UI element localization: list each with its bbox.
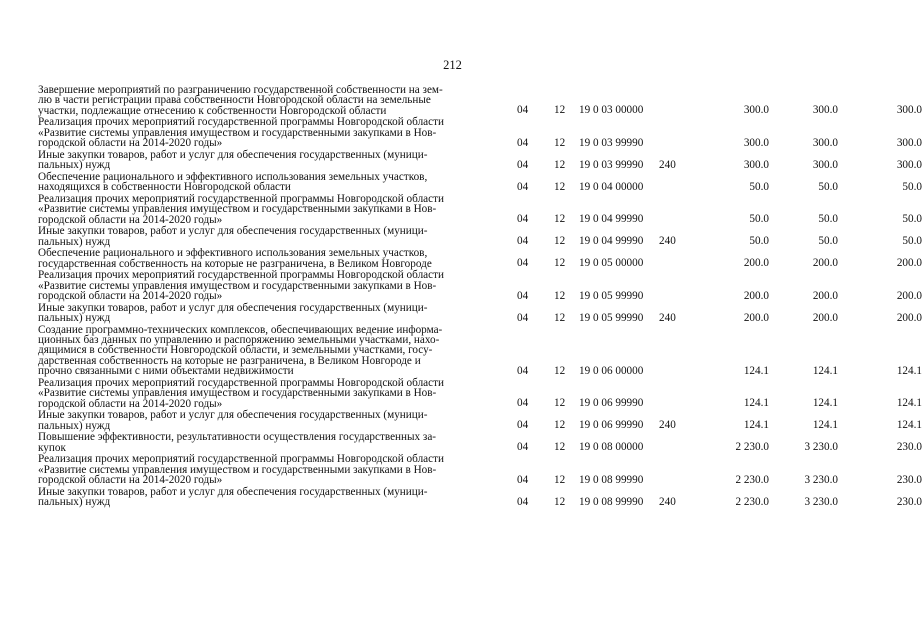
row-description-line: «Развитие системы управления имуществом и государственными закупками в Нов- [38, 203, 437, 216]
row-description-line: городской области на 2014-2020 годы» [38, 137, 223, 150]
table-row [38, 248, 922, 270]
table-row [38, 454, 922, 486]
row-description [38, 325, 517, 378]
subsection-code: 12 [554, 364, 566, 377]
target-article-code: 19 0 05 99990 [579, 311, 644, 324]
amount-year-1: 124.1 [743, 397, 769, 410]
row-description-line: Иные закупки товаров, работ и услуг для обеспечения государственных (муници- [38, 301, 428, 314]
row-description [38, 150, 517, 172]
row-description [38, 487, 517, 509]
row-description-line: прочно связанными с ними объектами недвижимости [38, 365, 294, 378]
target-article-code: 19 0 05 99990 [579, 289, 644, 302]
section-code: 04 [517, 419, 529, 432]
table-row [38, 325, 922, 378]
expense-type-code [659, 85, 699, 117]
amount-year-2: 50.0 [818, 235, 838, 248]
target-article-code: 19 0 06 99990 [579, 397, 644, 410]
subsection-code: 12 [554, 495, 566, 508]
row-description [38, 454, 517, 486]
amount-year-3: 230.0 [896, 473, 922, 486]
expense-type-code [659, 270, 699, 302]
target-article-code: 19 0 05 00000 [579, 257, 644, 270]
row-description-line: Реализация прочих мероприятий государственной программы Новгородской области [38, 192, 444, 205]
amount-year-1: 300.0 [743, 136, 769, 149]
amount-year-2: 3 230.0 [804, 441, 838, 454]
amount-year-1: 300.0 [743, 158, 769, 171]
amount-year-2: 124.1 [812, 364, 838, 377]
row-description-line: городской области на 2014-2020 годы» [38, 474, 223, 487]
expense-type-code: 240 [659, 158, 676, 171]
amount-year-1: 124.1 [743, 419, 769, 432]
target-article-code: 19 0 06 99990 [579, 419, 644, 432]
amount-year-3: 230.0 [896, 495, 922, 508]
row-description-line: Обеспечение рационального и эффективного использования земельных участков, [38, 247, 428, 260]
row-description-line: «Развитие системы управления имуществом и государственными закупками в Нов- [38, 387, 437, 400]
amount-year-2: 300.0 [812, 136, 838, 149]
row-description-line: Реализация прочих мероприятий государственной программы Новгородской области [38, 116, 444, 129]
row-description-line: «Развитие системы управления имуществом и государственными закупками в Нов- [38, 126, 437, 139]
subsection-code: 12 [554, 213, 566, 226]
expense-type-code: 240 [659, 495, 676, 508]
amount-year-1: 124.1 [743, 364, 769, 377]
subsection-code: 12 [554, 235, 566, 248]
row-description-line: купок [38, 441, 66, 454]
row-description-line: «Развитие системы управления имуществом и государственными закупками в Нов- [38, 463, 437, 476]
target-article-code: 19 0 04 99990 [579, 213, 644, 226]
row-description [38, 172, 517, 194]
subsection-code: 12 [554, 158, 566, 171]
amount-year-1: 50.0 [749, 213, 769, 226]
row-description-line: пальных) нужд [38, 419, 111, 432]
row-description-line: Иные закупки товаров, работ и услуг для обеспечения государственных (муници- [38, 225, 428, 238]
row-description-line: Иные закупки товаров, работ и услуг для обеспечения государственных (муници- [38, 485, 428, 498]
row-description [38, 226, 517, 248]
row-description-line: Иные закупки товаров, работ и услуг для обеспечения государственных (муници- [38, 148, 428, 161]
amount-year-3: 300.0 [896, 136, 922, 149]
section-code: 04 [517, 235, 529, 248]
section-code: 04 [517, 364, 529, 377]
row-description-line: Реализация прочих мероприятий государственной программы Новгородской области [38, 376, 444, 389]
section-code: 04 [517, 441, 529, 454]
row-description-line: Повышение эффективности, результативности осуществления государственных за- [38, 431, 437, 444]
subsection-code: 12 [554, 180, 566, 193]
amount-year-3: 300.0 [896, 104, 922, 117]
row-description [38, 303, 517, 325]
target-article-code: 19 0 06 00000 [579, 364, 644, 377]
amount-year-2: 200.0 [812, 257, 838, 270]
expense-type-code [659, 248, 699, 270]
amount-year-1: 50.0 [749, 235, 769, 248]
expense-type-code [659, 194, 699, 226]
row-description [38, 378, 517, 410]
row-description-line: ционных баз данных по управлению и распоряжению земельными участками, нахо- [38, 334, 440, 347]
table-row [38, 226, 922, 248]
amount-year-3: 50.0 [902, 213, 922, 226]
amount-year-1: 2 230.0 [735, 441, 769, 454]
row-description-line: Завершение мероприятий по разграничению государственной собственности на зем- [38, 84, 443, 96]
section-code: 04 [517, 213, 529, 226]
row-description [38, 117, 517, 149]
row-description-line: участки, подлежащие отнесению к собственности Новгородской области [38, 104, 387, 117]
amount-year-2: 300.0 [812, 104, 838, 117]
target-article-code: 19 0 08 00000 [579, 441, 644, 454]
expense-type-code [659, 378, 699, 410]
amount-year-1: 50.0 [749, 180, 769, 193]
row-description-line: пальных) нужд [38, 159, 111, 172]
amount-year-2: 50.0 [818, 213, 838, 226]
expense-type-code [659, 454, 699, 486]
row-description-line: городской области на 2014-2020 годы» [38, 397, 223, 410]
row-description [38, 432, 517, 454]
table-row [38, 270, 922, 302]
amount-year-2: 200.0 [812, 289, 838, 302]
expense-type-code: 240 [659, 311, 676, 324]
amount-year-3: 300.0 [896, 158, 922, 171]
subsection-code: 12 [554, 289, 566, 302]
section-code: 04 [517, 289, 529, 302]
amount-year-3: 50.0 [902, 235, 922, 248]
row-description-line: «Развитие системы управления имуществом и государственными закупками в Нов- [38, 279, 437, 292]
table-row [38, 85, 922, 117]
table-row [38, 487, 922, 509]
amount-year-3: 50.0 [902, 180, 922, 193]
expense-type-code [659, 117, 699, 149]
table-row [38, 117, 922, 149]
page-number: 212 [443, 58, 462, 72]
subsection-code: 12 [554, 104, 566, 117]
amount-year-3: 200.0 [896, 289, 922, 302]
row-description-line: Реализация прочих мероприятий государственной программы Новгородской области [38, 453, 444, 466]
amount-year-2: 300.0 [812, 158, 838, 171]
row-description-line: Создание программно-технических комплексов, обеспечивающих ведение информа- [38, 323, 443, 336]
amount-year-3: 124.1 [896, 419, 922, 432]
expense-type-code [659, 172, 699, 194]
section-code: 04 [517, 158, 529, 171]
expense-type-code: 240 [659, 419, 676, 432]
table-row [38, 432, 922, 454]
section-code: 04 [517, 180, 529, 193]
amount-year-3: 124.1 [896, 364, 922, 377]
row-description-line: лю в части регистрации права собственности Новгородской области на земельные [38, 94, 431, 107]
expense-type-code [659, 325, 699, 378]
budget-table [38, 85, 922, 509]
target-article-code: 19 0 04 99990 [579, 235, 644, 248]
table-row [38, 410, 922, 432]
table-row [38, 150, 922, 172]
table-row [38, 194, 922, 226]
subsection-code: 12 [554, 441, 566, 454]
amount-year-3: 230.0 [896, 441, 922, 454]
section-code: 04 [517, 397, 529, 410]
amount-year-1: 2 230.0 [735, 473, 769, 486]
amount-year-1: 2 230.0 [735, 495, 769, 508]
subsection-code: 12 [554, 257, 566, 270]
amount-year-3: 200.0 [896, 257, 922, 270]
subsection-code: 12 [554, 473, 566, 486]
amount-year-2: 50.0 [818, 180, 838, 193]
target-article-code: 19 0 03 99990 [579, 136, 644, 149]
subsection-code: 12 [554, 419, 566, 432]
budget-table-body [38, 85, 922, 509]
target-article-code: 19 0 08 99990 [579, 495, 644, 508]
section-code: 04 [517, 495, 529, 508]
subsection-code: 12 [554, 397, 566, 410]
row-description-line: дарственная собственность на которые не разграничена, в Великом Новгороде и [38, 354, 421, 367]
amount-year-2: 3 230.0 [804, 473, 838, 486]
amount-year-3: 124.1 [896, 397, 922, 410]
target-article-code: 19 0 08 99990 [579, 473, 644, 486]
section-code: 04 [517, 473, 529, 486]
row-description-line: Обеспечение рационального и эффективного использования земельных участков, [38, 170, 428, 183]
row-description [38, 194, 517, 226]
section-code: 04 [517, 104, 529, 117]
table-row [38, 378, 922, 410]
expense-type-code: 240 [659, 235, 676, 248]
amount-year-1: 200.0 [743, 257, 769, 270]
section-code: 04 [517, 311, 529, 324]
table-row [38, 172, 922, 194]
row-description-line: пальных) нужд [38, 235, 111, 248]
row-description-line: государственная собственность на которые не разграничена, в Великом Новгороде [38, 257, 432, 270]
row-description-line: пальных) нужд [38, 496, 111, 509]
row-description-line: дящимися в собственности Новгородской области, и земельными участками, госу- [38, 344, 433, 357]
target-article-code: 19 0 03 99990 [579, 158, 644, 171]
row-description [38, 248, 517, 270]
amount-year-1: 200.0 [743, 289, 769, 302]
amount-year-3: 200.0 [896, 311, 922, 324]
amount-year-1: 200.0 [743, 311, 769, 324]
row-description-line: городской области на 2014-2020 годы» [38, 213, 223, 226]
subsection-code: 12 [554, 311, 566, 324]
amount-year-2: 200.0 [812, 311, 838, 324]
amount-year-2: 124.1 [812, 419, 838, 432]
expense-type-code [659, 432, 699, 454]
table-row [38, 303, 922, 325]
amount-year-1: 300.0 [743, 104, 769, 117]
row-description-line: находящихся в собственности Новгородской области [38, 181, 291, 194]
subsection-code: 12 [554, 136, 566, 149]
row-description [38, 270, 517, 302]
row-description-line: городской области на 2014-2020 годы» [38, 290, 223, 303]
target-article-code: 19 0 04 00000 [579, 180, 644, 193]
row-description-line: Реализация прочих мероприятий государственной программы Новгородской области [38, 269, 444, 282]
row-description-line: Иные закупки товаров, работ и услуг для обеспечения государственных (муници- [38, 409, 428, 422]
section-code: 04 [517, 136, 529, 149]
section-code: 04 [517, 257, 529, 270]
amount-year-2: 124.1 [812, 397, 838, 410]
row-description-line: пальных) нужд [38, 312, 111, 325]
row-description [38, 85, 517, 117]
row-description [38, 410, 517, 432]
amount-year-2: 3 230.0 [804, 495, 838, 508]
target-article-code: 19 0 03 00000 [579, 104, 644, 117]
